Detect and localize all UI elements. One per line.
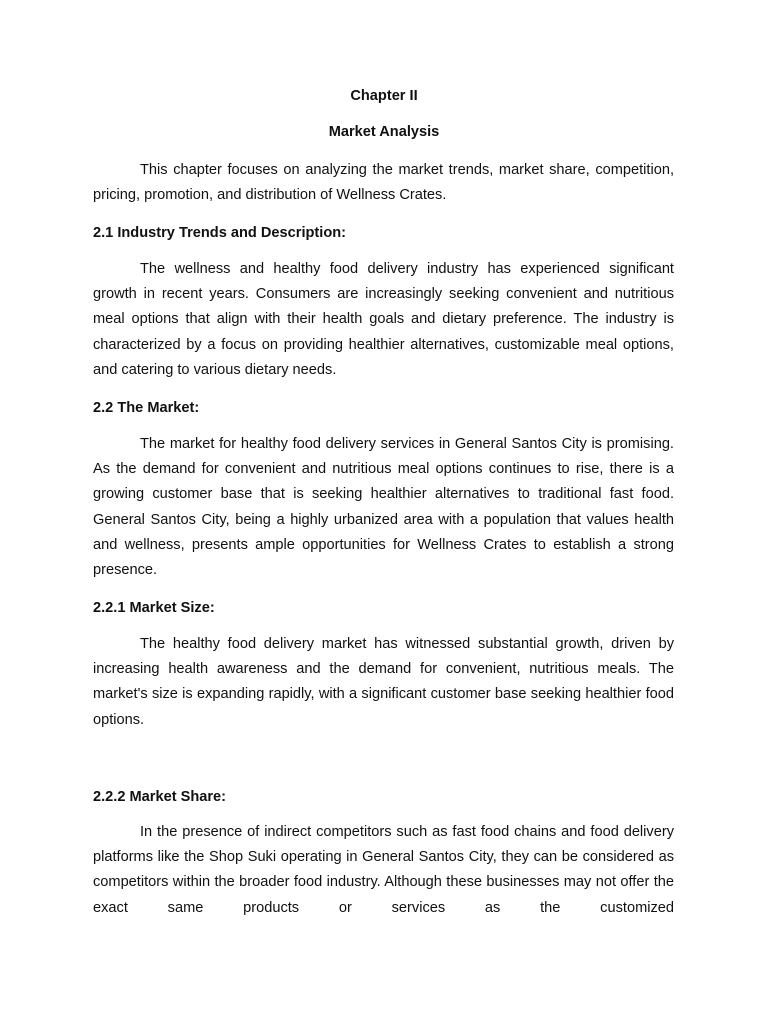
section-heading-2-1: 2.1 Industry Trends and Description: <box>93 225 347 241</box>
section-paragraph-2-2-2: In the presence of indirect competitors such as fast food chains and food delivery platforms like the Shop Suki operating in General Santos City, they can be considered as competitors within the broader food industry. Although these businesses may not offer the exact same products or services as the customized <box>93 824 674 916</box>
section-heading-2-2-1: 2.2.1 Market Size: <box>93 600 215 616</box>
section-paragraph-2-2-1: The healthy food delivery market has witnessed substantial growth, driven by increasing health awareness and the demand for convenient, nutritious meals. The market's size is expanding rapidly, with a significant customer base seeking healthier food options. <box>93 636 674 728</box>
section-paragraph-2-2: The market for healthy food delivery services in General Santos City is promising. As the demand for convenient and nutritious meal options continues to rise, there is a growing customer base that is seeking healthier alternatives to traditional fast food. General Santos City, being a highly urbanized area with a population that values health and wellness, presents ample opportunities for Wellness Crates to establish a strong presence. <box>93 436 674 579</box>
chapter-label: Chapter II <box>350 88 418 104</box>
page-title: Market Analysis <box>328 124 440 140</box>
intro-paragraph: This chapter focuses on analyzing the market trends, market share, competition, pricing, promotion, and distribution of Wellness Crates. <box>93 162 674 204</box>
section-paragraph-2-1: The wellness and healthy food delivery industry has experienced significant growth in recent years. Consumers are increasingly seeking convenient and nutritious meal options that align with their health goals and dietary preference. The industry is characterized by a focus on providing healthier alternatives, customizable meal options, and catering to various dietary needs. <box>93 261 674 378</box>
section-heading-2-2: 2.2 The Market: <box>93 400 200 416</box>
section-heading-2-2-2: 2.2.2 Market Share: <box>93 789 227 805</box>
